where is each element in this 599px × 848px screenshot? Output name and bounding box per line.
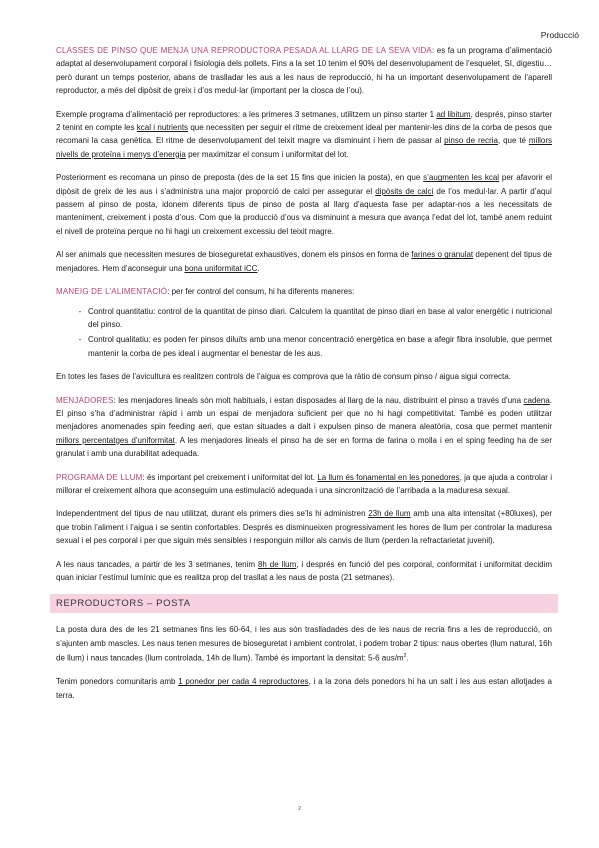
text-segment: que necessiten per seguir el ritme de creixement ideal per mantenir-les dins de la corba de pesos que recomani la casa genètica. El ritme de desenvolupament del teixit magre va disminuint i hem de passar al [56,123,552,146]
paragraph-prelay-feed [56,171,552,238]
paragraph-light-program [56,471,552,498]
paragraph-light-hours [56,507,552,547]
underlined-term: dipòsits de calci [375,186,434,196]
page-content [56,44,552,712]
text-segment: de l’os medul·lar. A partir d’aquí passem al pinso de posta, idonem diferents tipus de pinso de posta al llarg d’aquesta fase per adaptar-nos a les necessitats de manteniment, creixement i posta d’ous. Com que la producció d’ous va disminuint a mesura que avança l’edat del lot, també anem reduint el nivell de proteïna perque no hi hagi un creixement excessiu del teixit magre. [56,186,553,236]
page-number: 2 [297,806,302,812]
text-segment: , després, pinso starter 2 tenint en compte les [56,109,552,133]
underlined-term: 1 ponedor per cada 4 reproductores [178,677,309,687]
text-segment: , i a la zona dels ponedors hi ha un salt i les aus estan allotjades a terra. [56,677,552,700]
paragraph-closed-houses [56,558,552,585]
text-segment: . [257,263,260,273]
underlined-term: cadena [523,395,550,405]
text-segment: , i després en funció del pes corporal, conformitat i uniformitat decidim quan iniciar l’estímul lumínic que es realitza prop del trasllat a les naus de posta (21 setmanes). [56,559,552,582]
underlined-term: millors nivells de proteïna i menys d’energia [56,136,552,159]
text-segment: Tenim ponedors comunitaris amb [56,677,179,687]
underlined-term: 8h de llum [257,559,297,569]
paragraph-feed-classes [56,44,552,98]
text-segment: : per fer control del consum, hi ha diferents maneres: [167,287,355,297]
text-segment: Exemple programa d’alimentació per reproductores: a les primeres 3 setmanes, utilitzem un pinso starter 1 [56,109,437,119]
underlined-term: La llum és fonamental en les ponedores [317,472,460,482]
heading-feeders: MENJADORES [56,395,114,405]
superscript: 2 [403,653,407,660]
text-segment: , que té [497,136,529,146]
heading-feeding-management: MANEIG DE L’ALIMENTACIÓ [56,287,168,297]
text-segment: , ja que ajuda a controlar i millorar el creixement alhora que aconseguim una estimulació adequada i una sincronització de l’arribada a la maduresa sexual. [56,472,552,495]
paragraph-nests [56,675,552,702]
paragraph-feeding-management [56,285,552,298]
text-segment: . [406,653,409,663]
list-item: • Control quantitatiu: control de la quantitat de pinso diari. Calculem la quantitat de pinso diari en base al valor energètic i nutricional del pinso. [88,305,552,332]
underlined-term: pinso de recria [444,136,498,146]
text-segment: : és important pel creixement i uniformitat del lot. [142,472,318,482]
text-segment: A les naus tancades, a partir de les 3 setmanes, tenim [56,559,258,569]
text-segment: depenent del tipus de menjadores. Hem d’aconseguir una [56,250,552,273]
text-segment: . El pinso s’ha d’administrar ràpid i amb un espai de menjadora suficient per que no hi hagi competitivitat. També es poden utilitzar menjadores anomenades spin feeding aeri, que estan situades a dalt i expulsen pinso de manera aleatòria, cosa que permet mantenir [56,395,552,432]
text-segment: . A les menjadores lineals el pinso ha de ser en forma de farina o molla i en el sping feeding ha de ser granulat i amb una durabilitat adequada. [56,435,552,459]
text-segment: Posteriorment es recomana un pinso de preposta (des de la set 15 fins que inicien la posta), en que [56,173,424,183]
text-segment: per maximitzar el consum i uniformitat del lot. [185,149,349,159]
feeding-control-list [56,305,552,361]
underlined-term: ad libitum [436,109,471,119]
paragraph-feeding-example [56,108,552,162]
heading-light-program: PROGRAMA DE LLUM [56,472,143,482]
underlined-term: bona uniformitat iCC [184,263,258,273]
section-heading-breeders-laying: REPRODUCTORS – POSTA [50,594,558,613]
paragraph-feed-form [56,248,552,275]
text-segment: : les menjadores lineals són molt habituals, i estan disposades al llarg de la nau, distribuint el pinso a través d’una [113,395,524,405]
running-header: Producció [540,30,579,40]
paragraph-water-control: En totes les fases de l’avicultura es realitzen controls de l’aigua es comprova que la ràtio de consum pinso / aigua sigui correcta. [56,372,511,382]
text-segment: La posta dura des de les 21 setmanes fins les 60-64, i les aus són traslladades des de les naus de recria fins a les de reproducció, on s’ajunten amb mascles. Les naus tenen mesures de bioseguretat i ambient controlat, i podem trobar 2 tipus: naus obertes (llum natural, 16h de llum) i naus tancades (llum controlada, 14h de llum). També és important la densitat: 5-6 aus/m [56,625,552,663]
underlined-term: kcal i nutrients [136,123,189,133]
paragraph-laying-period [56,623,552,665]
underlined-term: s’augmenten les kcal [423,173,500,183]
text-segment: amb una alta intensitat (+80luxes), per que trobin l’aliment i l’aigua i se sentin confortables. Després es disminueixen progressivament les hores de llum per controlar la maduresa sexual i el pes corporal i per que siguin més sensibles i responguin millor als canvis de llum (perden la refractarietat juvenil). [56,509,552,546]
text-segment: per afavorir el dipòsit de greix de les aus i s’administra una major proporció de calci per assegurar el [56,173,552,196]
underlined-term: 23h de llum [368,509,411,519]
heading-feed-classes: CLASSES DE PINSO QUE MENJA UNA REPRODUCTORA PESADA AL LLARG DE LA SEVA VIDA [56,46,432,55]
text-feed-classes: : es fa un programa d’alimentació adaptat al desenvolupament corporal i fisiologia dels pollets. Fins a la set 10 tenim el 90% del desenvolupament de l’esquelet, SI, digestiu… però durant un temps posterior, abans de traslladar les aus a les naus de reproducció, hi ha un important desenvolupament de l’aparell reproductor, a més del dipòsit de greix i d’os medul·lar (important per la closca de l’ou). [56,46,552,96]
text-segment: Independentment del tipus de nau utilitzat, durant els primers dies se’ls hi administren [56,509,369,519]
paragraph-feeders [56,394,552,461]
text-segment: Al ser animals que necessiten mesures de bioseguretat exhaustives, donem els pinsos en forma de [56,250,412,260]
underlined-term: millors percentatges d’uniformitat [56,435,175,445]
underlined-term: farines o granulat [411,250,474,260]
list-item: • Control qualitatiu: es poden fer pinsos diluïts amb una menor concentració energètica en base a afegir fibra insoluble, que permet mantenir la corba de pes ideal i augmentar el benestar de les aus. [88,333,552,360]
